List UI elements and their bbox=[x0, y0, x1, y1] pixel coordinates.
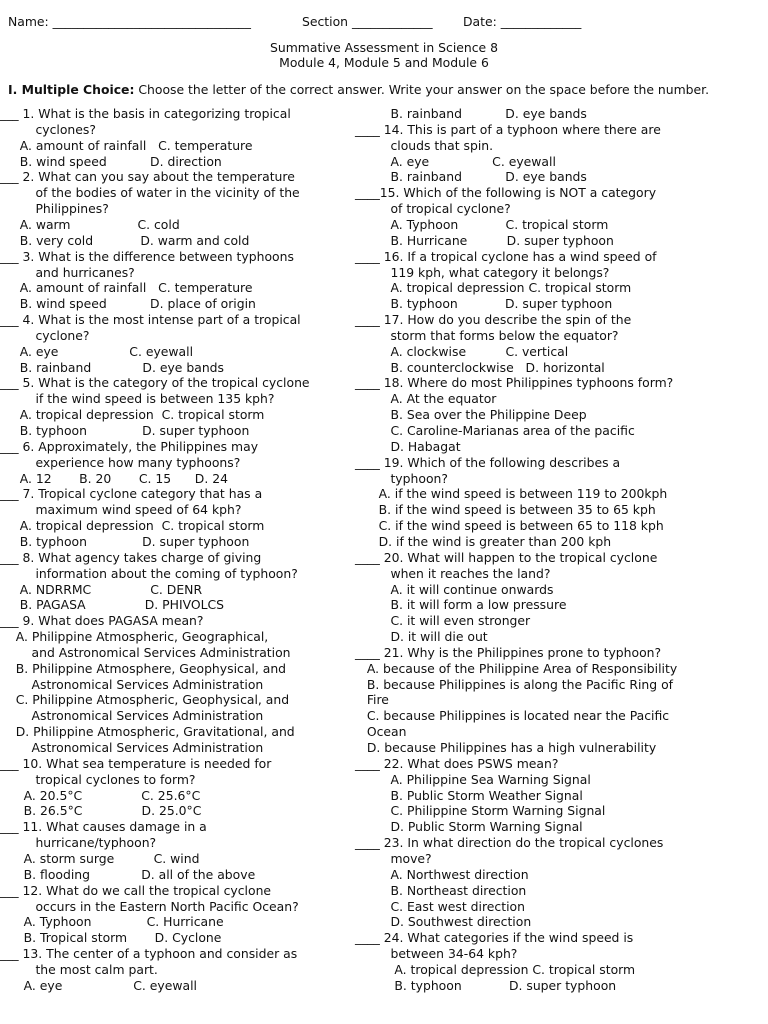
answer-line: D. Public Storm Warning Signal bbox=[355, 819, 583, 835]
instructions-text: Choose the letter of the correct answer. Write your answer on the space before the number. bbox=[134, 82, 710, 97]
answer-line: storm that forms below the equator? bbox=[355, 327, 619, 343]
answer-line: Ocean bbox=[355, 724, 407, 740]
question-line: ___ 11. What causes damage in a bbox=[0, 819, 207, 835]
answer-line: B. PAGASA D. PHIVOLCS bbox=[0, 597, 225, 613]
name-field[interactable]: Name: ________________________________ bbox=[8, 14, 251, 29]
answer-line: A. Typhoon C. tropical storm bbox=[355, 216, 609, 232]
question-line: ____15. Which of the following is NOT a category bbox=[355, 185, 657, 201]
answer-line: B. typhoon D. super typhoon bbox=[355, 296, 613, 312]
answer-line: D. Habagat bbox=[355, 438, 461, 454]
question-line: ___ 10. What sea temperature is needed for bbox=[0, 755, 272, 771]
question-line: ____ 18. Where do most Philippines typhoons form? bbox=[355, 375, 674, 391]
answer-line: the most calm part. bbox=[0, 961, 158, 977]
question-line: ____ 22. What does PSWS mean? bbox=[355, 755, 559, 771]
answer-line: A. because of the Philippine Area of Responsibility bbox=[355, 660, 678, 676]
answer-line: B. Philippine Atmosphere, Geophysical, and bbox=[0, 660, 287, 676]
answer-line: maximum wind speed of 64 kph? bbox=[0, 502, 242, 518]
answer-line: D. Philippine Atmospheric, Gravitational, and bbox=[0, 724, 295, 740]
answer-line: clouds that spin. bbox=[355, 137, 494, 153]
question-line: ___ 9. What does PAGASA mean? bbox=[0, 613, 204, 629]
answer-line: cyclones? bbox=[0, 121, 96, 137]
answer-line: A. NDRRMC C. DENR bbox=[0, 581, 203, 597]
answer-line: B. because Philippines is along the Pacific Ring of bbox=[355, 676, 674, 692]
answer-line: A. storm surge C. wind bbox=[0, 850, 200, 866]
date-field[interactable]: Date: _____________ bbox=[463, 14, 582, 29]
answer-line: A. At the equator bbox=[355, 391, 497, 407]
question-line: ___ 5. What is the category of the tropical cyclone bbox=[0, 375, 310, 391]
answer-line: B. Sea over the Philippine Deep bbox=[355, 407, 587, 423]
answer-line: of tropical cyclone? bbox=[355, 201, 511, 217]
answer-line: B. it will form a low pressure bbox=[355, 597, 567, 613]
question-line: ____ 17. How do you describe the spin of the bbox=[355, 312, 632, 328]
answer-line: A. tropical depression C. tropical storm bbox=[355, 961, 636, 977]
answer-line: A. 12 B. 20 C. 15 D. 24 bbox=[0, 470, 228, 486]
answer-line: A. if the wind speed is between 119 to 200kph bbox=[355, 486, 668, 502]
answer-line: B. typhoon D. super typhoon bbox=[355, 977, 617, 993]
part-label: I. Multiple Choice: bbox=[8, 82, 135, 97]
answer-line: C. Philippine Storm Warning Signal bbox=[355, 803, 606, 819]
answer-line: if the wind speed is between 135 kph? bbox=[0, 391, 275, 407]
answer-line: A. Philippine Atmospheric, Geographical, bbox=[0, 629, 269, 645]
answer-line: A. clockwise C. vertical bbox=[355, 343, 569, 359]
answer-line: cyclone? bbox=[0, 327, 90, 343]
answer-line: occurs in the Eastern North Pacific Ocean? bbox=[0, 898, 299, 914]
question-line: ___ 7. Tropical cyclone category that has a bbox=[0, 486, 263, 502]
question-line: ____ 19. Which of the following describes a bbox=[355, 454, 621, 470]
question-line: ____ 24. What categories if the wind speed is bbox=[355, 930, 634, 946]
answer-line: A. tropical depression C. tropical storm bbox=[355, 280, 632, 296]
instructions bbox=[8, 82, 709, 97]
question-line: ___ 8. What agency takes charge of giving bbox=[0, 549, 262, 565]
question-line: ___ 3. What is the difference between typhoons bbox=[0, 248, 294, 264]
answer-line: A. Typhoon C. Hurricane bbox=[0, 914, 224, 930]
answer-line: B. rainband D. eye bands bbox=[355, 106, 587, 121]
answer-line: B. Hurricane D. super typhoon bbox=[355, 232, 614, 248]
answer-line: B. typhoon D. super typhoon bbox=[0, 423, 250, 438]
answer-line: B. wind speed D. direction bbox=[0, 153, 222, 169]
answer-line: C. because Philippines is located near the Pacific bbox=[355, 708, 670, 724]
answer-line: Fire bbox=[355, 692, 389, 708]
answer-line: and hurricanes? bbox=[0, 264, 135, 280]
answer-line: C. if the wind speed is between 65 to 118 kph bbox=[355, 518, 664, 534]
answer-line: typhoon? bbox=[355, 470, 448, 486]
question-line: ____ 16. If a tropical cyclone has a wind speed of bbox=[355, 248, 657, 264]
question-line: ___ 4. What is the most intense part of a tropical bbox=[0, 312, 301, 328]
answer-line: C. Philippine Atmospheric, Geophysical, and bbox=[0, 692, 290, 708]
answer-line: C. East west direction bbox=[355, 898, 525, 914]
answer-line: B. Northeast direction bbox=[355, 882, 527, 898]
answer-line: A. eye C. eyewall bbox=[0, 343, 194, 359]
answer-line: A. Philippine Sea Warning Signal bbox=[355, 771, 591, 787]
answer-line: B. if the wind speed is between 35 to 65 kph bbox=[355, 502, 656, 518]
answer-line: B. typhoon D. super typhoon bbox=[0, 533, 250, 549]
answer-line: move? bbox=[355, 850, 432, 866]
answer-line: of the bodies of water in the vicinity of the bbox=[0, 185, 300, 201]
answer-line: experience how many typhoons? bbox=[0, 454, 241, 470]
answer-line: D. if the wind is greater than 200 kph bbox=[355, 533, 612, 549]
header-row bbox=[8, 14, 768, 32]
question-line: ____ 14. This is part of a typhoon where there are bbox=[355, 121, 661, 137]
answer-line: D. it will die out bbox=[355, 629, 488, 645]
question-line: ___ 6. Approximately, the Philippines may bbox=[0, 438, 259, 454]
answer-line: between 34-64 kph? bbox=[355, 946, 518, 962]
question-line: ____ 21. Why is the Philippines prone to typhoon? bbox=[355, 644, 662, 660]
answer-line: B. 26.5°C D. 25.0°C bbox=[0, 803, 202, 819]
answer-line: Philippines? bbox=[0, 201, 109, 217]
answer-line: hurricane/typhoon? bbox=[0, 835, 157, 851]
answer-line: A. Northwest direction bbox=[355, 866, 529, 882]
question-line: ___ 1. What is the basis in categorizing tropical bbox=[0, 106, 291, 121]
answer-line: B. very cold D. warm and cold bbox=[0, 232, 250, 248]
page-title: Summative Assessment in Science 8 bbox=[270, 40, 498, 55]
answer-line: A. eye C. eyewall bbox=[355, 153, 556, 169]
answer-line: A. amount of rainfall C. temperature bbox=[0, 280, 253, 296]
question-line: ___ 12. What do we call the tropical cyclone bbox=[0, 882, 272, 898]
answer-line: Astronomical Services Administration bbox=[0, 676, 264, 692]
answer-line: A. it will continue onwards bbox=[355, 581, 554, 597]
question-line: ____ 23. In what direction do the tropical cyclones bbox=[355, 835, 664, 851]
answer-line: D. because Philippines has a high vulnerability bbox=[355, 740, 657, 755]
answer-line: C. it will even stronger bbox=[355, 613, 531, 629]
answer-line: when it reaches the land? bbox=[355, 565, 551, 581]
answer-line: information about the coming of typhoon? bbox=[0, 565, 298, 581]
answer-line: B. rainband D. eye bands bbox=[355, 169, 587, 185]
answer-line: A. tropical depression C. tropical storm bbox=[0, 518, 265, 534]
answer-line: A. 20.5°C C. 25.6°C bbox=[0, 787, 201, 803]
answer-line: B. wind speed D. place of origin bbox=[0, 296, 256, 312]
section-field[interactable]: Section _____________ bbox=[302, 14, 433, 29]
question-line: ___ 2. What can you say about the temperature bbox=[0, 169, 295, 185]
answer-line: B. Tropical storm D. Cyclone bbox=[0, 930, 222, 946]
answer-line: A. eye C. eyewall bbox=[0, 977, 197, 993]
page-subtitle: Module 4, Module 5 and Module 6 bbox=[279, 55, 489, 70]
answer-line: A. amount of rainfall C. temperature bbox=[0, 137, 253, 153]
answer-line: tropical cyclones to form? bbox=[0, 771, 196, 787]
answer-line: B. flooding D. all of the above bbox=[0, 866, 256, 882]
answer-line: and Astronomical Services Administration bbox=[0, 644, 291, 660]
question-line: ____ 20. What will happen to the tropical cyclone bbox=[355, 549, 658, 565]
answer-line: Astronomical Services Administration bbox=[0, 740, 264, 755]
answer-line: A. warm C. cold bbox=[0, 216, 180, 232]
question-line: ___ 13. The center of a typhoon and consider as bbox=[0, 946, 298, 962]
answer-line: D. Southwest direction bbox=[355, 914, 532, 930]
answer-line: A. tropical depression C. tropical storm bbox=[0, 407, 265, 423]
answer-line: B. Public Storm Weather Signal bbox=[355, 787, 583, 803]
answer-line: C. Caroline-Marianas area of the pacific bbox=[355, 423, 635, 438]
answer-line: B. counterclockwise D. horizontal bbox=[355, 359, 605, 375]
answer-line: 119 kph, what category it belongs? bbox=[355, 264, 610, 280]
answer-line: B. rainband D. eye bands bbox=[0, 359, 224, 375]
answer-line: Astronomical Services Administration bbox=[0, 708, 264, 724]
